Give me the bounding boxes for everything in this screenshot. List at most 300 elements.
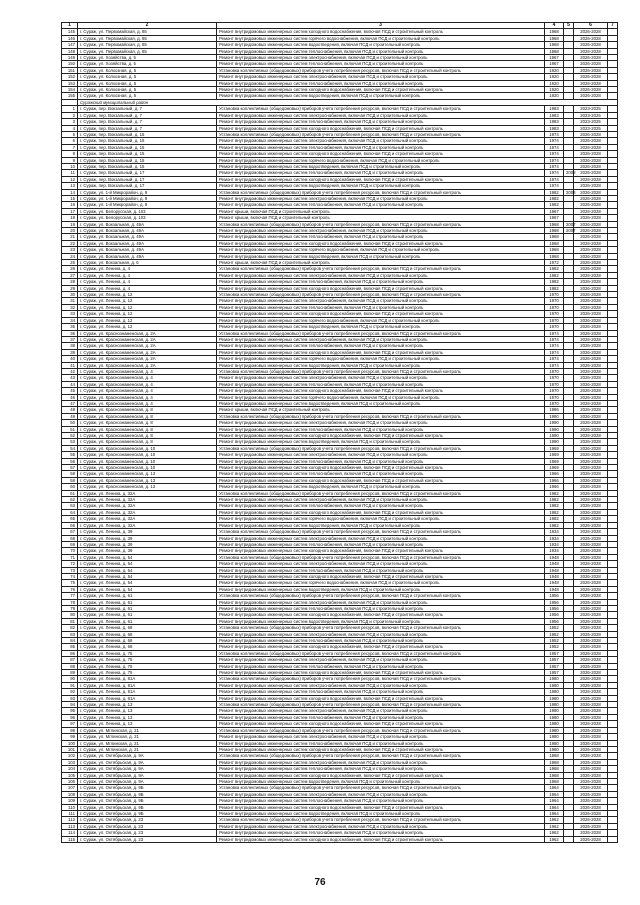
build-year-cell: 1980 xyxy=(545,746,564,752)
work-type-cell: Ремонт внутридомовых инженерных систем электроснабжения, включая ПСД и строительный контроль xyxy=(217,708,545,714)
build-year-cell: 1968 xyxy=(545,766,564,772)
address-cell: г. Сураж, ул. Вокзальная, д. 6 xyxy=(78,260,217,266)
address-cell: г. Сураж, ул. Октябрьская, д. 23 xyxy=(78,836,217,842)
work-type-cell: Ремонт внутридомовых инженерных систем водоотведения, включая ПСД и строительный контроль xyxy=(217,163,545,169)
work-type-cell: Ремонт крыши, включая ПСД и строительный контроль xyxy=(217,407,545,413)
address-cell: г. Сураж, ул. Ленина, д. 12 xyxy=(78,298,217,304)
row-number-cell: 77 xyxy=(62,593,78,599)
row-number-cell: 11 xyxy=(62,170,78,176)
row-number-cell: 96 xyxy=(62,714,78,720)
period-cell: 2026-2028 xyxy=(574,202,608,208)
period-cell: 2026-2028 xyxy=(574,509,608,515)
work-type-cell: Ремонт внутридомовых инженерных систем теплоснабжения, включая ПСД и строительный контроль xyxy=(217,503,545,509)
work-type-cell: Ремонт внутридомовых инженерных систем водоотведения, включая ПСД и строительный контроль xyxy=(217,618,545,624)
row-number-cell: 5 xyxy=(62,131,78,137)
work-type-cell: Ремонт внутридомовых инженерных систем водоотведения, включая ПСД и строительный контроль xyxy=(217,439,545,445)
work-type-cell: Ремонт внутридомовых инженерных систем горячего водоснабжения, включая ПСД и строительный контроль xyxy=(217,35,545,41)
build-year-cell: 1980 xyxy=(545,682,564,688)
address-cell: г. Сураж, ул. Ленина, д. 81А xyxy=(78,695,217,701)
address-cell: г. Сураж, ул. Краснознаменская, д. 4 xyxy=(78,400,217,406)
period-cell: 2026-2028 xyxy=(574,798,608,804)
build-year-cell: 1970 xyxy=(545,324,564,330)
address-cell: г. Сураж, ул. Вокзальная, д. 49А xyxy=(78,221,217,227)
row-number-cell: 3 xyxy=(62,119,78,125)
period-cell: 2026-2028 xyxy=(574,67,608,73)
build-year-cell: 1934 xyxy=(545,535,564,541)
build-year-cell: 1920 xyxy=(545,87,564,93)
address-cell: г. Сураж, ул. Вокзальная, д. 49А xyxy=(78,240,217,246)
build-year-cell: 1948 xyxy=(545,567,564,573)
row-number-cell: 81 xyxy=(62,618,78,624)
row-number-cell: 98 xyxy=(62,727,78,733)
row-number-cell: 27 xyxy=(62,272,78,278)
work-type-cell: Установка коллективных (общедомовых) приборов учета потребления ресурсов, включая ПСД и строительный контроль xyxy=(217,625,545,631)
col-index-5: 5 xyxy=(564,23,574,29)
build-year-cell: 1968 xyxy=(545,29,564,35)
period-cell: 2026-2028 xyxy=(574,131,608,137)
work-type-cell: Ремонт внутридомовых инженерных систем водоотведения, включая ПСД и строительный контроль xyxy=(217,778,545,784)
build-year-cell: 1968 xyxy=(545,35,564,41)
col-index-2: 2 xyxy=(78,23,217,29)
period-cell: 2026-2028 xyxy=(574,766,608,772)
period-cell: 2026-2028 xyxy=(574,304,608,310)
address-cell: г. Сураж, ул. Мглинская, д. 21 xyxy=(78,727,217,733)
row-number-cell: 46 xyxy=(62,394,78,400)
work-type-cell: Ремонт внутридомовых инженерных систем водоотведения, включая ПСД и строительный контроль xyxy=(217,253,545,259)
period-cell: 2026-2028 xyxy=(574,836,608,842)
period-cell: 2026-2028 xyxy=(574,195,608,201)
address-cell: г. Сураж, ул. Октябрьская, д. 9Б xyxy=(78,785,217,791)
row-number-cell: 13 xyxy=(62,183,78,189)
period-cell: 2026-2028 xyxy=(574,349,608,355)
address-cell: г. Сураж, ул. Краснознаменская, д. 10 xyxy=(78,445,217,451)
work-type-cell: Установка коллективных (общедомовых) приборов учета потребления ресурсов, включая ПСД и строительный контроль xyxy=(217,330,545,336)
build-year-cell: 1948 xyxy=(545,573,564,579)
row-number-cell: 148 xyxy=(62,48,78,54)
build-year-cell: 1970 xyxy=(545,298,564,304)
address-cell: г. Сураж, ул. Ленина, д. 61 xyxy=(78,593,217,599)
address-cell: г. Сураж, ул. Ленина, д. 32А xyxy=(78,522,217,528)
row-number-cell: 71 xyxy=(62,554,78,560)
period-cell: 2026-2028 xyxy=(574,48,608,54)
address-cell: г. Сураж, ул. Мглинская, д. 21 xyxy=(78,746,217,752)
build-year-cell: 1962 xyxy=(545,830,564,836)
build-year-cell: 1974 xyxy=(545,176,564,182)
row-number-cell: 49 xyxy=(62,413,78,419)
address-cell: г. Сураж, ул. Октябрьская, д. 23 xyxy=(78,817,217,823)
address-cell: г. Сураж, ул. Октябрьская, д. 9А xyxy=(78,766,217,772)
address-cell: г. Сураж, ул. Ленина, д. 54 xyxy=(78,580,217,586)
period-cell: 2026-2028 xyxy=(574,631,608,637)
address-cell: г. Сураж, ул. Ленина, д. 4 xyxy=(78,266,217,272)
period-cell: 2026-2028 xyxy=(574,157,608,163)
work-type-cell: Ремонт внутридомовых инженерных систем электроснабжения, включая ПСД и строительный контроль xyxy=(217,228,545,234)
build-year-cell: 1982 xyxy=(545,202,564,208)
address-cell: г. Сураж, ул. Краснознаменская, д. 8 xyxy=(78,426,217,432)
build-year-cell: 1974 xyxy=(545,163,564,169)
work-type-cell: Ремонт внутридомовых инженерных систем водоотведения, включая ПСД и строительный контроль xyxy=(217,522,545,528)
row-number-cell: 28 xyxy=(62,279,78,285)
address-cell: г. Сураж, ул. Ленина, д. 13 xyxy=(78,721,217,727)
row-number-cell: 89 xyxy=(62,670,78,676)
address-cell: г. Сураж, пер. Вокзальный, д. 7 xyxy=(78,119,217,125)
period-cell: 2026-2028 xyxy=(574,471,608,477)
work-type-cell: Ремонт внутридомовых инженерных систем водоотведения, включая ПСД и строительный контроль xyxy=(217,586,545,592)
work-type-cell: Ремонт внутридомовых инженерных систем электроснабжения, включая ПСД и строительный контроль xyxy=(217,138,545,144)
address-cell: г. Сураж, ул. Октябрьская, д. 9А xyxy=(78,772,217,778)
address-cell: г. Сураж, ул. Вокзальная, д. 49А xyxy=(78,228,217,234)
period-cell: 2026-2028 xyxy=(574,663,608,669)
work-type-cell: Установка коллективных (общедомовых) приборов учета потребления ресурсов, включая ПСД и строительный контроль xyxy=(217,221,545,227)
build-year-cell: 1969 xyxy=(545,465,564,471)
row-number-cell: 102 xyxy=(62,753,78,759)
address-cell: г. Сураж, ул. Краснознаменская, д. 10 xyxy=(78,458,217,464)
row-number-cell: 18 xyxy=(62,215,78,221)
period-cell: 2026-2028 xyxy=(574,490,608,496)
period-cell: 2026-2028 xyxy=(574,362,608,368)
work-type-cell: Ремонт внутридомовых инженерных систем электроснабжения, включая ПСД и строительный контроль xyxy=(217,734,545,740)
period-cell: 2026-2028 xyxy=(574,298,608,304)
address-cell: г. Сураж, ул. Ленина, д. 68 xyxy=(78,638,217,644)
work-type-cell: Ремонт крыши, включая ПСД и строительный контроль xyxy=(217,208,545,214)
period-cell: 2026-2028 xyxy=(574,484,608,490)
work-type-cell: Установка коллективных (общедомовых) приборов учета потребления ресурсов, включая ПСД и строительный контроль xyxy=(217,753,545,759)
period-cell: 2026-2028 xyxy=(574,714,608,720)
row-number-cell: 37 xyxy=(62,336,78,342)
row-number-cell: 31 xyxy=(62,298,78,304)
work-type-cell: Ремонт внутридомовых инженерных систем теплоснабжения, включая ПСД и строительный контроль xyxy=(217,80,545,86)
period-cell: 2026-2028 xyxy=(574,420,608,426)
period-cell: 2026-2028 xyxy=(574,189,608,195)
build-year-cell: 1982 xyxy=(545,516,564,522)
address-cell: г. Сураж, ул. Ленина, д. 12 xyxy=(78,292,217,298)
work-type-cell: Ремонт внутридомовых инженерных систем холодного водоснабжения, включая ПСД и строительный контроль xyxy=(217,151,545,157)
build-year-cell: 1956 xyxy=(545,593,564,599)
build-year-cell: 1956 xyxy=(545,618,564,624)
period-cell: 2026-2028 xyxy=(574,772,608,778)
period-cell: 2026-2028 xyxy=(574,548,608,554)
address-cell: г. Сураж, ул. Октябрьская, д. 23 xyxy=(78,823,217,829)
address-cell: г. Сураж, пер. Вокзальный, д. 15 xyxy=(78,144,217,150)
address-cell: г. Сураж, ул. Краснознаменская, д. 4 xyxy=(78,368,217,374)
build-year-cell: 1980 xyxy=(545,676,564,682)
row-number-cell: 36 xyxy=(62,330,78,336)
build-year-cell: 1952 xyxy=(545,638,564,644)
address-cell: г. Сураж, ул. Краснознаменская, д. 4 xyxy=(78,388,217,394)
work-type-cell: Ремонт внутридомовых инженерных систем электроснабжения, включая ПСД и строительный контроль xyxy=(217,336,545,342)
work-type-cell: Ремонт внутридомовых инженерных систем электроснабжения, включая ПСД и строительный контроль xyxy=(217,535,545,541)
row-number-cell: 67 xyxy=(62,529,78,535)
build-year-cell: 1990 xyxy=(545,439,564,445)
work-type-cell: Ремонт внутридомовых инженерных систем теплоснабжения, включая ПСД и строительный контроль xyxy=(217,740,545,746)
address-cell: г. Сураж, ул. Первомайская, д. 85 xyxy=(78,35,217,41)
repair-schedule-table xyxy=(61,22,618,843)
address-cell: г. Сураж, ул. Вокзальная, д. 49А xyxy=(78,234,217,240)
row-number-cell: 91 xyxy=(62,682,78,688)
work-type-cell: Ремонт внутридомовых инженерных систем холодного водоснабжения, включая ПСД и строительный контроль xyxy=(217,721,545,727)
work-type-cell: Ремонт внутридомовых инженерных систем электроснабжения, включая ПСД и строительный контроль xyxy=(217,759,545,765)
build-year-cell: 1962 xyxy=(545,823,564,829)
period-cell: 2026-2028 xyxy=(574,605,608,611)
address-cell: г. Сураж, пер. Вокзальный, д. 15 xyxy=(78,163,217,169)
period-cell: 2026-2028 xyxy=(574,375,608,381)
build-year-cell: 1956 xyxy=(545,612,564,618)
build-year-cell: 1968 xyxy=(545,42,564,48)
address-cell: г. Сураж, ул. Колхозная, д. 5 xyxy=(78,80,217,86)
address-cell: г. Сураж, ул. Октябрьская, д. 9А xyxy=(78,753,217,759)
build-year-cell: 1952 xyxy=(545,631,564,637)
work-type-cell: Ремонт крыши, включая ПСД и строительный контроль xyxy=(217,260,545,266)
period-cell: 2023-2025 xyxy=(574,112,608,118)
period-cell: 2026-2028 xyxy=(574,561,608,567)
row-number-cell: 90 xyxy=(62,676,78,682)
work-type-cell: Ремонт внутридомовых инженерных систем электроснабжения, включая ПСД и строительный контроль xyxy=(217,375,545,381)
row-number-cell: 39 xyxy=(62,349,78,355)
row-number-cell: 155 xyxy=(62,93,78,99)
work-type-cell: Ремонт внутридомовых инженерных систем теплоснабжения, включая ПСД и строительный контроль xyxy=(217,234,545,240)
work-type-cell: Ремонт внутридомовых инженерных систем холодного водоснабжения, включая ПСД и строительный контроль xyxy=(217,477,545,483)
period-cell: 2023-2025 xyxy=(574,106,608,112)
work-type-cell: Ремонт внутридомовых инженерных систем электроснабжения, включая ПСД и строительный контроль xyxy=(217,74,545,80)
row-number-cell: 53 xyxy=(62,439,78,445)
period-cell: 2026-2028 xyxy=(574,426,608,432)
address-cell: г. Сураж, ул. Ленина, д. 68 xyxy=(78,625,217,631)
address-cell: г. Сураж, ул. 1-й Микрорайон, д. 9 xyxy=(78,189,217,195)
build-year-cell: 1982 xyxy=(545,509,564,515)
row-number-cell: 149 xyxy=(62,55,78,61)
work-type-cell: Ремонт внутридомовых инженерных систем горячего водоснабжения, включая ПСД и строительный контроль xyxy=(217,157,545,163)
address-cell: г. Сураж, ул. Краснознаменская, д. 13 xyxy=(78,477,217,483)
row-number-cell: 6 xyxy=(62,138,78,144)
address-cell: г. Сураж, пер. Вокзальный, д. 7 xyxy=(78,125,217,131)
work-type-cell: Ремонт внутридомовых инженерных систем электроснабжения, включая ПСД и строительный контроль xyxy=(217,55,545,61)
address-cell: г. Сураж, ул. Краснознаменская, д. 8 xyxy=(78,433,217,439)
address-cell: г. Сураж, ул. Ленина, д. 75 xyxy=(78,670,217,676)
build-year-cell: 1964 xyxy=(545,810,564,816)
build-year-cell: 1986 xyxy=(545,407,564,413)
build-year-cell: 1957 xyxy=(545,663,564,669)
period-cell: 2026-2028 xyxy=(574,599,608,605)
address-cell: г. Сураж, ул. Краснознаменская, д. 4 xyxy=(78,394,217,400)
period-cell: 2026-2028 xyxy=(574,138,608,144)
work-type-cell: Ремонт внутридомовых инженерных систем горячего водоснабжения, включая ПСД и строительный контроль xyxy=(217,247,545,253)
build-year-cell: 1980 xyxy=(545,740,564,746)
work-type-cell: Ремонт внутридомовых инженерных систем холодного водоснабжения, включая ПСД и строительный контроль xyxy=(217,772,545,778)
work-type-cell: Установка коллективных (общедомовых) приборов учета потребления ресурсов, включая ПСД и строительный контроль xyxy=(217,529,545,535)
build-year-cell: 1980 xyxy=(545,721,564,727)
build-year-cell: 1990 xyxy=(545,420,564,426)
row-number-cell: 110 xyxy=(62,804,78,810)
build-year-cell: 1920 xyxy=(545,74,564,80)
build-year-cell: 1957 xyxy=(545,657,564,663)
period-cell: 2026-2028 xyxy=(574,638,608,644)
period-cell: 2026-2028 xyxy=(574,311,608,317)
row-number-cell: 9 xyxy=(62,157,78,163)
work-type-cell: Ремонт внутридомовых инженерных систем холодного водоснабжения, включая ПСД и строительный контроль xyxy=(217,836,545,842)
build-year-cell: 1983 xyxy=(545,106,564,112)
work-type-cell: Ремонт внутридомовых инженерных систем холодного водоснабжения, включая ПСД и строительный контроль xyxy=(217,804,545,810)
build-year-cell: 1920 xyxy=(545,67,564,73)
build-year-cell: 1957 xyxy=(545,650,564,656)
period-cell: 2026-2028 xyxy=(574,618,608,624)
period-cell: 2026-2028 xyxy=(574,522,608,528)
address-cell: г. Сураж, ул. Краснознаменская, д. 8 xyxy=(78,413,217,419)
row-number-cell: 15 xyxy=(62,195,78,201)
work-type-cell: Установка коллективных (общедомовых) приборов учета потребления ресурсов, включая ПСД и строительный контроль xyxy=(217,727,545,733)
period-cell: 2026-2028 xyxy=(574,74,608,80)
address-cell: г. Сураж, ул. Колхозная, д. 5 xyxy=(78,93,217,99)
address-cell: г. Сураж, ул. Ленина, д. 75 xyxy=(78,663,217,669)
address-cell: г. Сураж, ул. Октябрьская, д. 9Б xyxy=(78,791,217,797)
period-cell: 2026-2028 xyxy=(574,554,608,560)
row-number-cell: 4 xyxy=(62,125,78,131)
row-number-cell: 25 xyxy=(62,260,78,266)
work-type-cell: Ремонт внутридомовых инженерных систем холодного водоснабжения, включая ПСД и строительный контроль xyxy=(217,746,545,752)
row-number-cell: 58 xyxy=(62,471,78,477)
work-type-cell: Ремонт внутридомовых инженерных систем горячего водоснабжения, включая ПСД и строительный контроль xyxy=(217,356,545,362)
build-year-cell: 1990 xyxy=(545,413,564,419)
address-cell: г. Сураж, ул. Краснознаменская, д. 2А xyxy=(78,349,217,355)
period-cell: 2026-2028 xyxy=(574,516,608,522)
build-year-cell: 1968 xyxy=(545,753,564,759)
work-type-cell: Ремонт внутридомовых инженерных систем электроснабжения, включая ПСД и строительный контроль xyxy=(217,420,545,426)
address-cell: г. Сураж, ул. Октябрьская, д. 9А xyxy=(78,759,217,765)
build-year-cell: 1966 xyxy=(545,477,564,483)
address-cell: г. Сураж, ул. Ленина, д. 75 xyxy=(78,650,217,656)
work-type-cell: Установка коллективных (общедомовых) приборов учета потребления ресурсов, включая ПСД и строительный контроль xyxy=(217,292,545,298)
period-cell: 2026-2028 xyxy=(574,42,608,48)
period-cell: 2026-2028 xyxy=(574,830,608,836)
work-type-cell: Ремонт внутридомовых инженерных систем горячего водоснабжения, включая ПСД и строительный контроль xyxy=(217,580,545,586)
row-number-cell: 99 xyxy=(62,734,78,740)
row-number-cell: 108 xyxy=(62,791,78,797)
build-year-cell: 1982 xyxy=(545,195,564,201)
period-cell: 2026-2028 xyxy=(574,541,608,547)
work-type-cell: Ремонт внутридомовых инженерных систем холодного водоснабжения, включая ПСД и строительный контроль xyxy=(217,87,545,93)
period-cell: 2026-2028 xyxy=(574,285,608,291)
period-cell: 2026-2028 xyxy=(574,702,608,708)
address-cell: г. Сураж, пер. Вокзальный, д. 15 xyxy=(78,131,217,137)
work-type-cell: Ремонт внутридомовых инженерных систем теплоснабжения, включая ПСД и строительный контроль xyxy=(217,343,545,349)
row-number-cell: 12 xyxy=(62,176,78,182)
build-year-cell: 1962 xyxy=(545,836,564,842)
build-year-cell: 1968 xyxy=(545,253,564,259)
period-cell: 2026-2028 xyxy=(574,381,608,387)
row-number-cell: 97 xyxy=(62,721,78,727)
row-number-cell: 38 xyxy=(62,343,78,349)
work-type-cell: Ремонт внутридомовых инженерных систем холодного водоснабжения, включая ПСД и строительный контроль xyxy=(217,465,545,471)
row-number-cell: 16 xyxy=(62,202,78,208)
row-number-cell: 47 xyxy=(62,400,78,406)
address-cell: г. Сураж, ул. Мглинская, д. 21 xyxy=(78,740,217,746)
row-number-cell: 93 xyxy=(62,695,78,701)
work-type-cell: Ремонт внутридомовых инженерных систем водоотведения, включая ПСД и строительный контроль xyxy=(217,93,545,99)
address-cell: г. Сураж, ул. Первомайская, д. 85 xyxy=(78,48,217,54)
work-type-cell: Ремонт внутридомовых инженерных систем холодного водоснабжения, включая ПСД и строительный контроль xyxy=(217,285,545,291)
row-number-cell: 42 xyxy=(62,368,78,374)
period-cell: 2026-2028 xyxy=(574,804,608,810)
period-cell: 2026-2028 xyxy=(574,452,608,458)
address-cell: г. Сураж, ул. Ленина, д. 13 xyxy=(78,702,217,708)
period-cell: 2026-2028 xyxy=(574,29,608,35)
period-cell: 2026-2028 xyxy=(574,324,608,330)
work-type-cell: Ремонт внутридомовых инженерных систем теплоснабжения, включая ПСД и строительный контроль xyxy=(217,471,545,477)
address-cell: г. Сураж, ул. Краснознаменская, д. 4 xyxy=(78,381,217,387)
work-type-cell: Ремонт внутридомовых инженерных систем теплоснабжения, включая ПСД и строительный контроль xyxy=(217,144,545,150)
period-cell: 2026-2028 xyxy=(574,708,608,714)
row-number-cell: 72 xyxy=(62,561,78,567)
row-number-cell: 55 xyxy=(62,452,78,458)
row-number-cell: 79 xyxy=(62,605,78,611)
build-year-cell: 1982 xyxy=(545,490,564,496)
address-cell: г. Сураж, пер. Вокзальный, д. 15 xyxy=(78,157,217,163)
period-cell: 2026-2028 xyxy=(574,759,608,765)
row-number-cell: 30 xyxy=(62,292,78,298)
work-type-cell: Ремонт внутридомовых инженерных систем холодного водоснабжения, включая ПСД и строительный контроль xyxy=(217,509,545,515)
build-year-cell: 1982 xyxy=(545,266,564,272)
work-type-cell: Ремонт внутридомовых инженерных систем электроснабжения, включая ПСД и строительный контроль xyxy=(217,452,545,458)
row-number-cell: 61 xyxy=(62,490,78,496)
address-cell: г. Сураж, ул. Ленина, д. 4 xyxy=(78,285,217,291)
build-year-cell: 1974 xyxy=(545,356,564,362)
work-type-cell: Ремонт внутридомовых инженерных систем теплоснабжения, включая ПСД и строительный контроль xyxy=(217,119,545,125)
row-number-cell: 95 xyxy=(62,708,78,714)
build-year-cell: 1974 xyxy=(545,343,564,349)
address-cell: г. Сураж, ул. Ленина, д. 61 xyxy=(78,612,217,618)
work-type-cell: Ремонт внутридомовых инженерных систем теплоснабжения, включая ПСД и строительный контроль xyxy=(217,766,545,772)
period-cell: 2026-2028 xyxy=(574,330,608,336)
row-number-cell: 63 xyxy=(62,503,78,509)
work-type-cell: Установка коллективных (общедомовых) приборов учета потребления ресурсов, включая ПСД и строительный контроль xyxy=(217,189,545,195)
build-year-cell: 1920 xyxy=(545,80,564,86)
period-cell: 2023-2025 xyxy=(574,125,608,131)
address-cell: г. Сураж, ул. Ленина, д. 12 xyxy=(78,311,217,317)
build-year-cell: 1982 xyxy=(545,285,564,291)
period-cell: 2026-2028 xyxy=(574,676,608,682)
work-type-cell: Установка коллективных (общедомовых) приборов учета потребления ресурсов, включая ПСД и строительный контроль xyxy=(217,445,545,451)
work-type-cell: Установка коллективных (общедомовых) приборов учета потребления ресурсов, включая ПСД и строительный контроль xyxy=(217,650,545,656)
work-type-cell: Ремонт внутридомовых инженерных систем теплоснабжения, включая ПСД и строительный контроль xyxy=(217,426,545,432)
address-cell: г. Сураж, ул. Краснознаменская, д. 2А xyxy=(78,336,217,342)
work-type-cell: Ремонт внутридомовых инженерных систем электроснабжения, включая ПСД и строительный контроль xyxy=(217,195,545,201)
work-type-cell: Ремонт внутридомовых инженерных систем холодного водоснабжения, включая ПСД и строительный контроль xyxy=(217,612,545,618)
period-cell: 2026-2028 xyxy=(574,445,608,451)
period-cell: 2026-2028 xyxy=(574,407,608,413)
row-number-cell: 32 xyxy=(62,304,78,310)
work-type-cell: Установка коллективных (общедомовых) приборов учета потребления ресурсов, включая ПСД и строительный контроль xyxy=(217,817,545,823)
row-number-cell: 21 xyxy=(62,234,78,240)
period-cell: 2026-2028 xyxy=(574,93,608,99)
row-number-cell: 106 xyxy=(62,778,78,784)
build-year-cell: 1974 xyxy=(545,157,564,163)
period-cell: 2026-2028 xyxy=(574,785,608,791)
period-cell: 2026-2028 xyxy=(574,234,608,240)
row-number-cell: 74 xyxy=(62,573,78,579)
work-type-cell: Ремонт внутридомовых инженерных систем водоотведения, включая ПСД и строительный контроль xyxy=(217,324,545,330)
address-cell: г. Сураж, ул. Ленина, д. 54 xyxy=(78,586,217,592)
work-type-cell: Ремонт внутридомовых инженерных систем холодного водоснабжения, включая ПСД и строительный контроль xyxy=(217,433,545,439)
period-cell: 2026-2028 xyxy=(574,183,608,189)
build-year-cell: 1990 xyxy=(545,426,564,432)
work-type-cell: Ремонт внутридомовых инженерных систем теплоснабжения, включая ПСД и строительный контроль xyxy=(217,61,545,67)
row-number-cell: 115 xyxy=(62,836,78,842)
build-year-cell: 1968 xyxy=(545,221,564,227)
work-type-cell: Ремонт внутридомовых инженерных систем теплоснабжения, включая ПСД и строительный контроль xyxy=(217,830,545,836)
work-type-cell: Ремонт внутридомовых инженерных систем теплоснабжения, включая ПСД и строительный контроль xyxy=(217,638,545,644)
build-year-cell: 1970 xyxy=(545,311,564,317)
address-cell: г. Сураж, ул. Ленина, д. 61 xyxy=(78,618,217,624)
build-year-cell: 1982 xyxy=(545,272,564,278)
